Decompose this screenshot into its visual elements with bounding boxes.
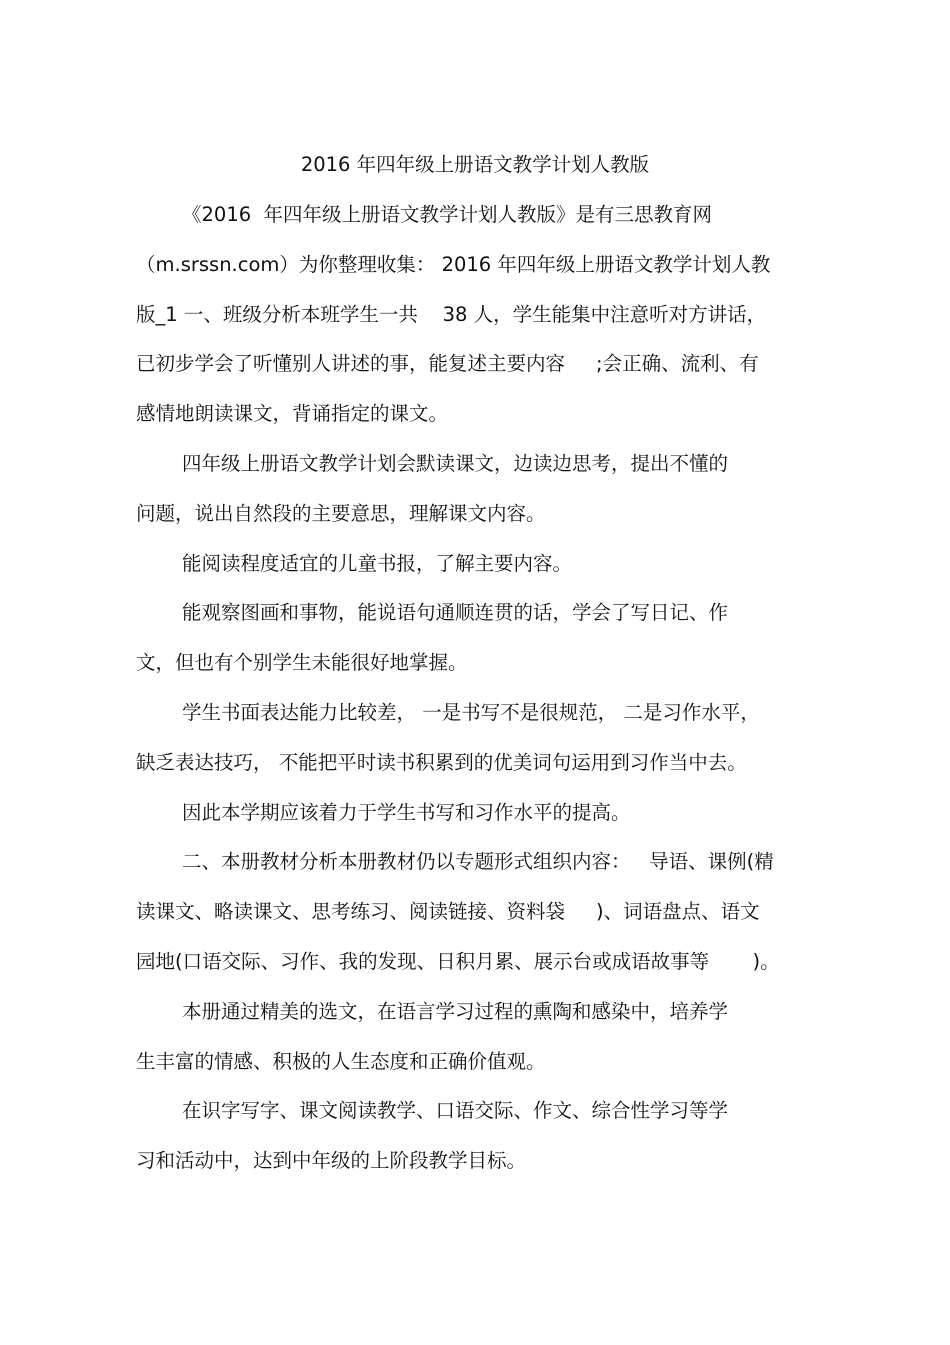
paragraph-line: 本册通过精美的选文，在语言学习过程的熏陶和感染中，培养学 xyxy=(182,1000,729,1023)
paragraph-line: 问题，说出自然段的主要意思，理解课文内容。 xyxy=(136,502,546,525)
paragraph-line: 能阅读程度适宜的儿童书报，了解主要内容。 xyxy=(182,552,573,575)
paragraph-line: 缺乏表达技巧， 不能把平时读书积累到的优美词句运用到习作当中去。 xyxy=(136,751,747,774)
paragraph-line: 文，但也有个别学生未能很好地掌握。 xyxy=(136,651,468,674)
paragraph-line: 生丰富的情感、积极的人生态度和正确价值观。 xyxy=(136,1050,546,1073)
paragraph-line: 能观察图画和事物，能说语句通顺连贯的话，学会了写日记、作 xyxy=(182,601,729,624)
paragraph-line: 感情地朗读课文，背诵指定的课文。 xyxy=(136,402,449,425)
document-title: 2016 年四年级上册语文教学计划人教版 xyxy=(300,153,650,176)
paragraph-line: 二、本册教材分析本册教材仍以专题形式组织内容： 导语、课例(精 xyxy=(182,850,774,873)
paragraph-line: 在识字写字、课文阅读教学、口语交际、作文、综合性学习等学 xyxy=(182,1099,729,1122)
paragraph-line: （m.srssn.com）为你整理收集： 2016 年四年级上册语文教学计划人教 xyxy=(136,253,771,276)
paragraph-line: 学生书面表达能力比较差， 一是书写不是很规范， 二是习作水平， xyxy=(182,701,760,724)
paragraph-line: 版_1 一、班级分析本班学生一共 38 人，学生能集中注意听对方讲话， xyxy=(136,303,767,326)
paragraph-line: 已初步学会了听懂别人讲述的事，能复述主要内容 ;会正确、流利、有 xyxy=(136,352,759,375)
paragraph-line: 四年级上册语文教学计划会默读课文，边读边思考，提出不懂的 xyxy=(182,452,729,475)
paragraph-line: 读课文、略读课文、思考练习、阅读链接、资料袋 )、词语盘点、语文 xyxy=(136,900,760,923)
paragraph-line: 习和活动中，达到中年级的上阶段教学目标。 xyxy=(136,1149,527,1172)
paragraph-line: 因此本学期应该着力于学生书写和习作水平的提高。 xyxy=(182,801,631,824)
paragraph-line: 《2016 年四年级上册语文教学计划人教版》是有三思教育网 xyxy=(182,203,713,226)
paragraph-line: 园地(口语交际、习作、我的发现、日积月累、展示台或成语故事等 )。 xyxy=(136,950,780,973)
